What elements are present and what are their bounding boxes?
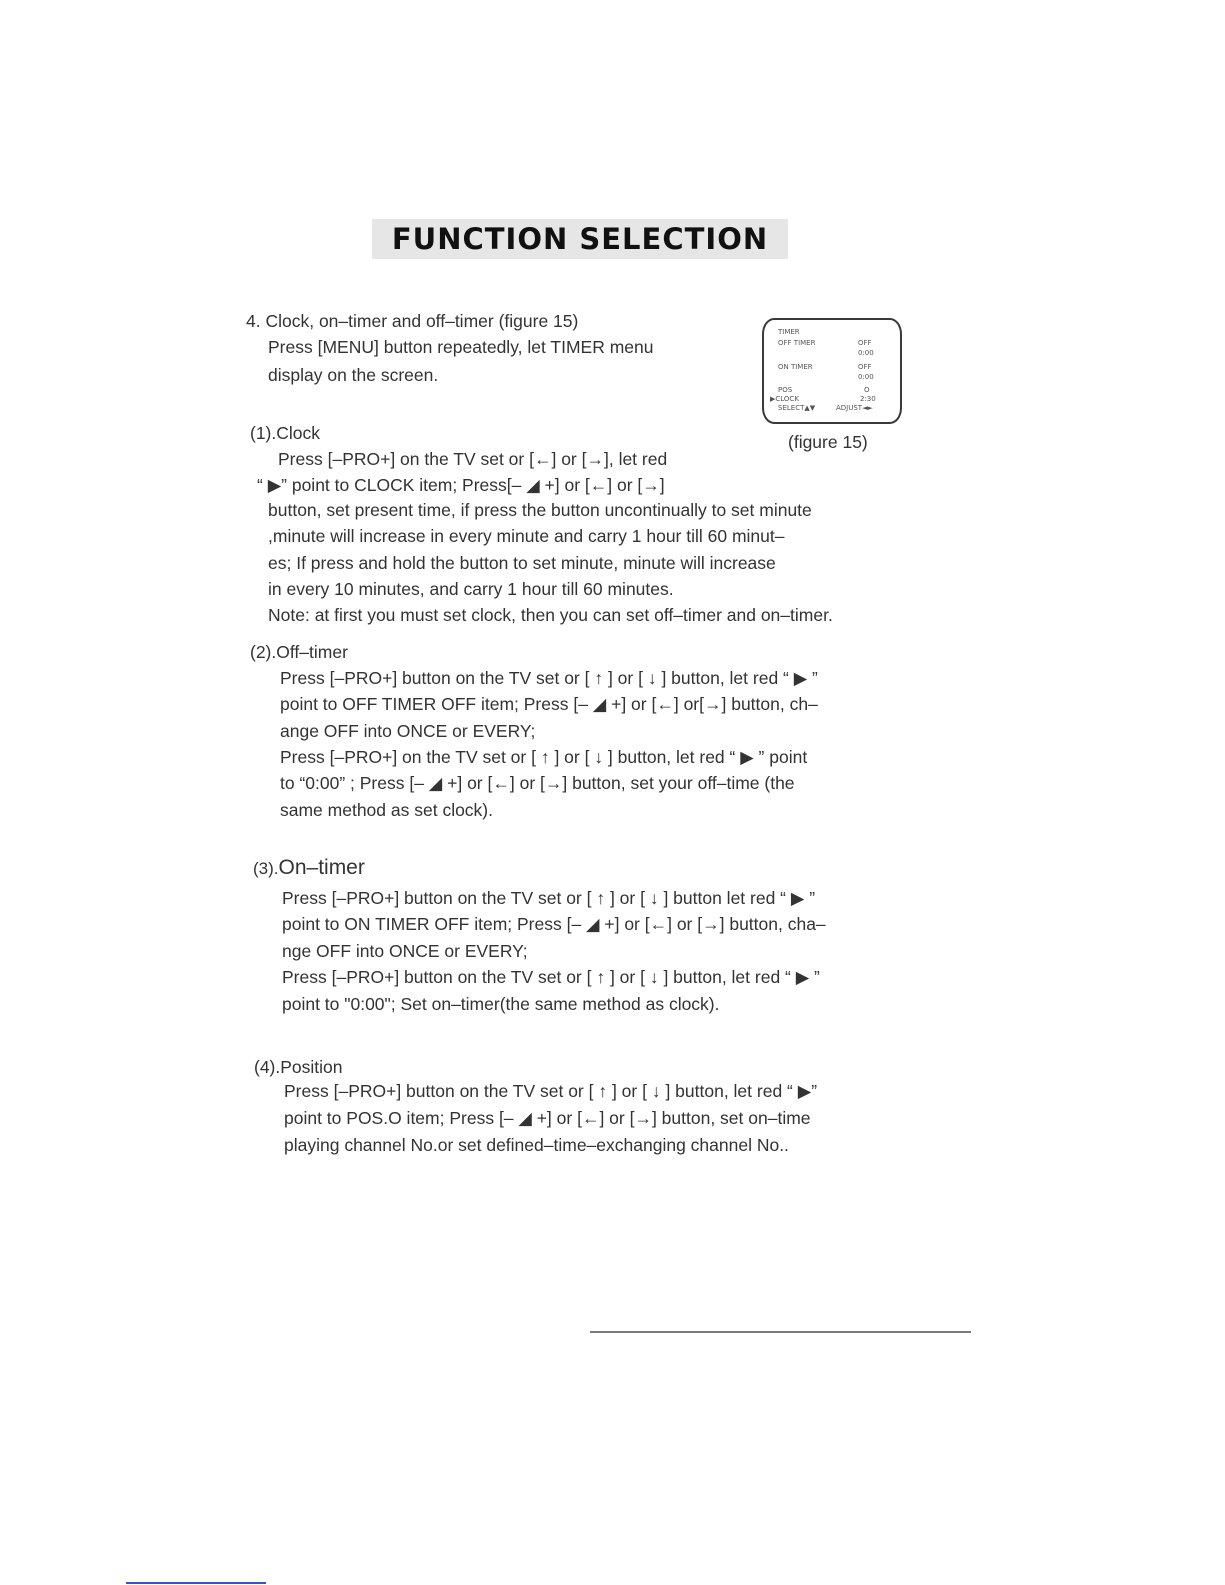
osd-title: TIMER: [778, 328, 800, 336]
clock-line-2: “ ▶” point to CLOCK item; Press[– ◢ +] or [←] or [→]: [257, 475, 665, 495]
osd-on-timer-value: OFF: [858, 363, 872, 371]
intro-line-3: display on the screen.: [268, 365, 439, 385]
clock-note: Note: at first you must set clock, then you can set off–timer and on–timer.: [268, 605, 833, 625]
clock-line-1: Press [–PRO+] on the TV set or [←] or [→], let red: [278, 449, 668, 469]
footer-divider: [590, 1331, 971, 1333]
osd-off-timer-label: OFF TIMER: [778, 339, 816, 347]
osd-clock-label: ▶CLOCK: [770, 395, 799, 403]
clock-line-4: ,minute will increase in every minute and carry 1 hour till 60 minut–: [268, 526, 785, 546]
figure-caption: (figure 15): [788, 432, 868, 452]
off-timer-line-3: ange OFF into ONCE or EVERY;: [280, 721, 536, 741]
osd-pos-label: POS: [778, 386, 793, 394]
osd-pos-value: O: [864, 386, 870, 394]
off-timer-line-1: Press [–PRO+] button on the TV set or [ ↑ ] or [ ↓ ] button, let red “ ▶ ”: [280, 668, 818, 688]
clock-line-6: in every 10 minutes, and carry 1 hour till 60 minutes.: [268, 579, 674, 599]
on-timer-heading: [253, 857, 365, 880]
osd-on-timer-label: ON TIMER: [778, 363, 813, 371]
off-timer-line-4: Press [–PRO+] on the TV set or [ ↑ ] or [ ↓ ] button, let red “ ▶ ” point: [280, 747, 808, 767]
osd-off-timer-value: OFF: [858, 339, 872, 347]
position-heading: (4).Position: [254, 1057, 343, 1077]
off-timer-line-6: same method as set clock).: [280, 800, 493, 820]
intro-line-2: Press [MENU] button repeatedly, let TIMER menu: [268, 337, 654, 357]
on-timer-heading-text: On–timer: [278, 856, 365, 879]
osd-on-timer-time: 0:00: [858, 373, 874, 381]
on-timer-line-2: point to ON TIMER OFF item; Press [– ◢ +] or [←] or [→] button, cha–: [282, 914, 826, 934]
osd-adjust-label: ADJUST◄►: [836, 404, 873, 412]
on-timer-line-3: nge OFF into ONCE or EVERY;: [282, 941, 528, 961]
tv-screen-figure: [762, 318, 902, 424]
osd-off-timer-time: 0:00: [858, 349, 874, 357]
on-timer-line-4: Press [–PRO+] button on the TV set or [ ↑ ] or [ ↓ ] button, let red “ ▶ ”: [282, 967, 820, 987]
off-timer-heading: (2).Off–timer: [250, 642, 348, 662]
intro-line-1: 4. Clock, on–timer and off–timer (figure 15): [246, 311, 579, 331]
position-line-1: Press [–PRO+] button on the TV set or [ ↑ ] or [ ↓ ] button, let red “ ▶”: [284, 1081, 818, 1101]
page-title: FUNCTION SELECTION: [372, 219, 788, 259]
osd-select-label: SELECT▲▼: [778, 404, 816, 412]
clock-line-5: es; If press and hold the button to set minute, minute will increase: [268, 553, 776, 573]
position-line-3: playing channel No.or set defined–time–exchanging channel No..: [284, 1135, 789, 1155]
position-line-2: point to POS.O item; Press [– ◢ +] or [←] or [→] button, set on–time: [284, 1108, 811, 1128]
osd-clock-value: 2:30: [860, 395, 876, 403]
off-timer-line-2: point to OFF TIMER OFF item; Press [– ◢ +] or [←] or[→] button, ch–: [280, 694, 818, 714]
clock-heading: (1).Clock: [250, 423, 321, 443]
off-timer-line-5: to “0:00” ; Press [– ◢ +] or [←] or [→] button, set your off–time (the: [280, 773, 795, 793]
on-timer-line-1: Press [–PRO+] button on the TV set or [ ↑ ] or [ ↓ ] button let red “ ▶ ”: [282, 888, 816, 908]
bottom-divider: [126, 1582, 266, 1584]
clock-line-3: button, set present time, if press the button uncontinually to set minute: [268, 500, 812, 520]
on-timer-line-5: point to "0:00"; Set on–timer(the same method as clock).: [282, 994, 720, 1014]
on-timer-heading-prefix: (3).: [253, 859, 279, 878]
